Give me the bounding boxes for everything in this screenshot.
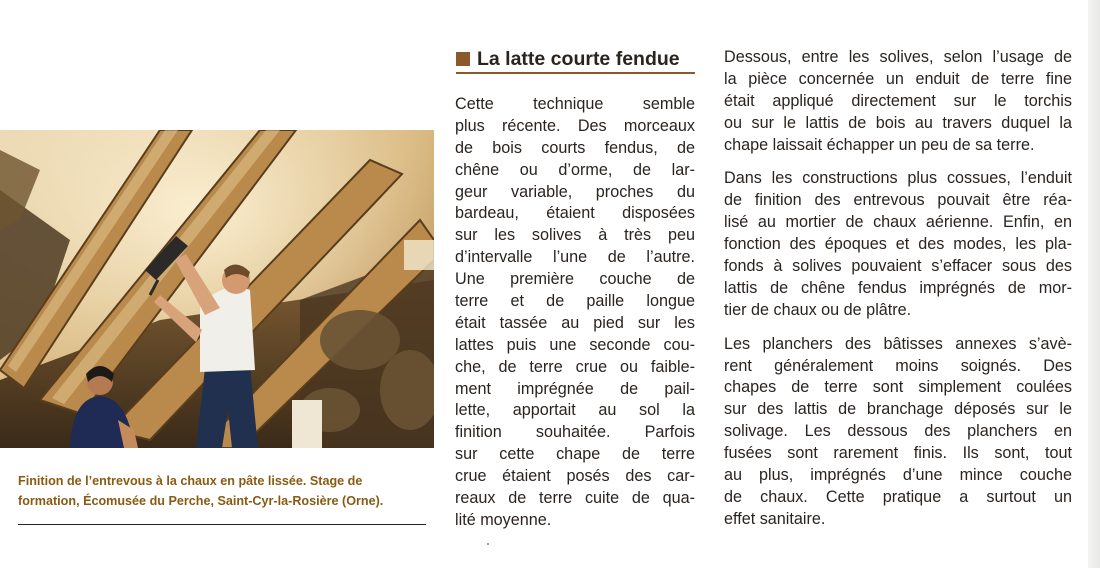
print-speck bbox=[487, 543, 489, 545]
text-line: rent généralement moins soignés. Des bbox=[724, 356, 1072, 375]
text-line: lette, apportait au sol la bbox=[455, 401, 695, 420]
text-line: chêne ou d’orme, de lar- bbox=[455, 160, 695, 179]
text-line: Une première couche de bbox=[455, 270, 695, 289]
text-line: était tassée au pied sur les bbox=[455, 313, 695, 332]
paragraph-gap bbox=[724, 156, 1072, 168]
paragraph bbox=[724, 168, 1072, 321]
text-line: Dessous, entre les solives, selon l’usage de bbox=[724, 48, 1072, 66]
text-line: ment imprégnée de pail- bbox=[455, 379, 695, 398]
text-line: reaux de terre cuite de qua- bbox=[455, 489, 695, 508]
text-line: la pièce concernée un enduit de terre fine bbox=[724, 69, 1072, 88]
paragraph-gap bbox=[724, 322, 1072, 334]
right-text-column bbox=[724, 47, 1072, 531]
text-line: lattis de chêne fendus imprégnés de mor- bbox=[724, 278, 1072, 297]
text-line: lisé au mortier de chaux aérienne. Enfin, en bbox=[724, 213, 1072, 232]
text-line: solivage. Les dessous des planchers en bbox=[724, 422, 1072, 441]
text-line: che, de terre crue ou faible- bbox=[455, 357, 695, 376]
text-line: effet sanitaire. bbox=[724, 509, 826, 528]
text-line: lité moyenne. bbox=[455, 510, 552, 529]
text-line: sur les solives à très peu bbox=[455, 226, 695, 245]
photo-caption bbox=[18, 471, 430, 511]
text-line: tier de chaux ou de plâtre. bbox=[724, 300, 912, 319]
text-line: Cette technique semble bbox=[455, 95, 695, 113]
text-line: Les planchers des bâtisses annexes s’avè- bbox=[724, 334, 1072, 353]
page-edge bbox=[1088, 0, 1100, 568]
text-line: Dans les constructions plus cossues, l’enduit bbox=[724, 169, 1072, 188]
caption-line: Finition de l’entrevous à la chaux en pâte lissée. Stage de bbox=[18, 474, 363, 488]
text-line: bardeau, étaient disposées bbox=[455, 204, 695, 223]
text-line: fonction des époques et des modes, les pla- bbox=[724, 235, 1072, 254]
text-line: finition souhaitée. Parfois bbox=[455, 423, 695, 442]
text-line: d’intervalle l’une de l’autre. bbox=[455, 248, 695, 267]
text-line: de bois courts fendus, de bbox=[455, 138, 695, 157]
text-line: ou sur le lattis de bois au travers duquel la bbox=[724, 113, 1072, 132]
text-line: de chaux. Cette pratique a surtout un bbox=[724, 487, 1072, 506]
text-line: était appliqué directement sur le torchis bbox=[724, 91, 1072, 110]
section-heading bbox=[456, 44, 696, 74]
text-line: geur variable, proches du bbox=[455, 182, 695, 201]
heading-square-icon bbox=[456, 52, 470, 66]
text-line: plus récente. Des morceaux bbox=[455, 116, 695, 135]
paragraph bbox=[724, 334, 1072, 531]
paragraph bbox=[724, 47, 1072, 156]
ceiling-plastering-photo bbox=[0, 130, 434, 448]
text-line: lattes puis une seconde cou- bbox=[455, 335, 695, 354]
text-line: chapes de terre sont simplement coulées bbox=[724, 378, 1072, 397]
text-line: crue étaient posés des car- bbox=[455, 467, 695, 486]
text-line: chape laissait échapper un peu de sa terre. bbox=[724, 135, 1035, 154]
text-line: de finition des entrevous pouvait être réa- bbox=[724, 191, 1072, 210]
text-line: sur des lattis de branchage déposés sur le bbox=[724, 400, 1072, 419]
caption-line: formation, Écomusée du Perche, Saint-Cyr-la-Rosière (Orne). bbox=[18, 494, 384, 508]
text-line: terre et de paille longue bbox=[455, 292, 695, 311]
text-line: sur cette chape de terre bbox=[455, 445, 695, 464]
caption-divider bbox=[18, 524, 426, 525]
paragraph bbox=[455, 94, 695, 532]
heading-underline bbox=[456, 72, 695, 74]
text-line: fonds à solives pouvaient s’effacer sous des bbox=[724, 257, 1072, 276]
section-title: La latte courte fendue bbox=[477, 47, 680, 70]
text-line: fusées sont rarement finis. Ils sont, tout bbox=[724, 444, 1072, 463]
middle-text-column bbox=[455, 94, 695, 532]
text-line: au plus, imprégnés d’une mince couche bbox=[724, 466, 1072, 485]
